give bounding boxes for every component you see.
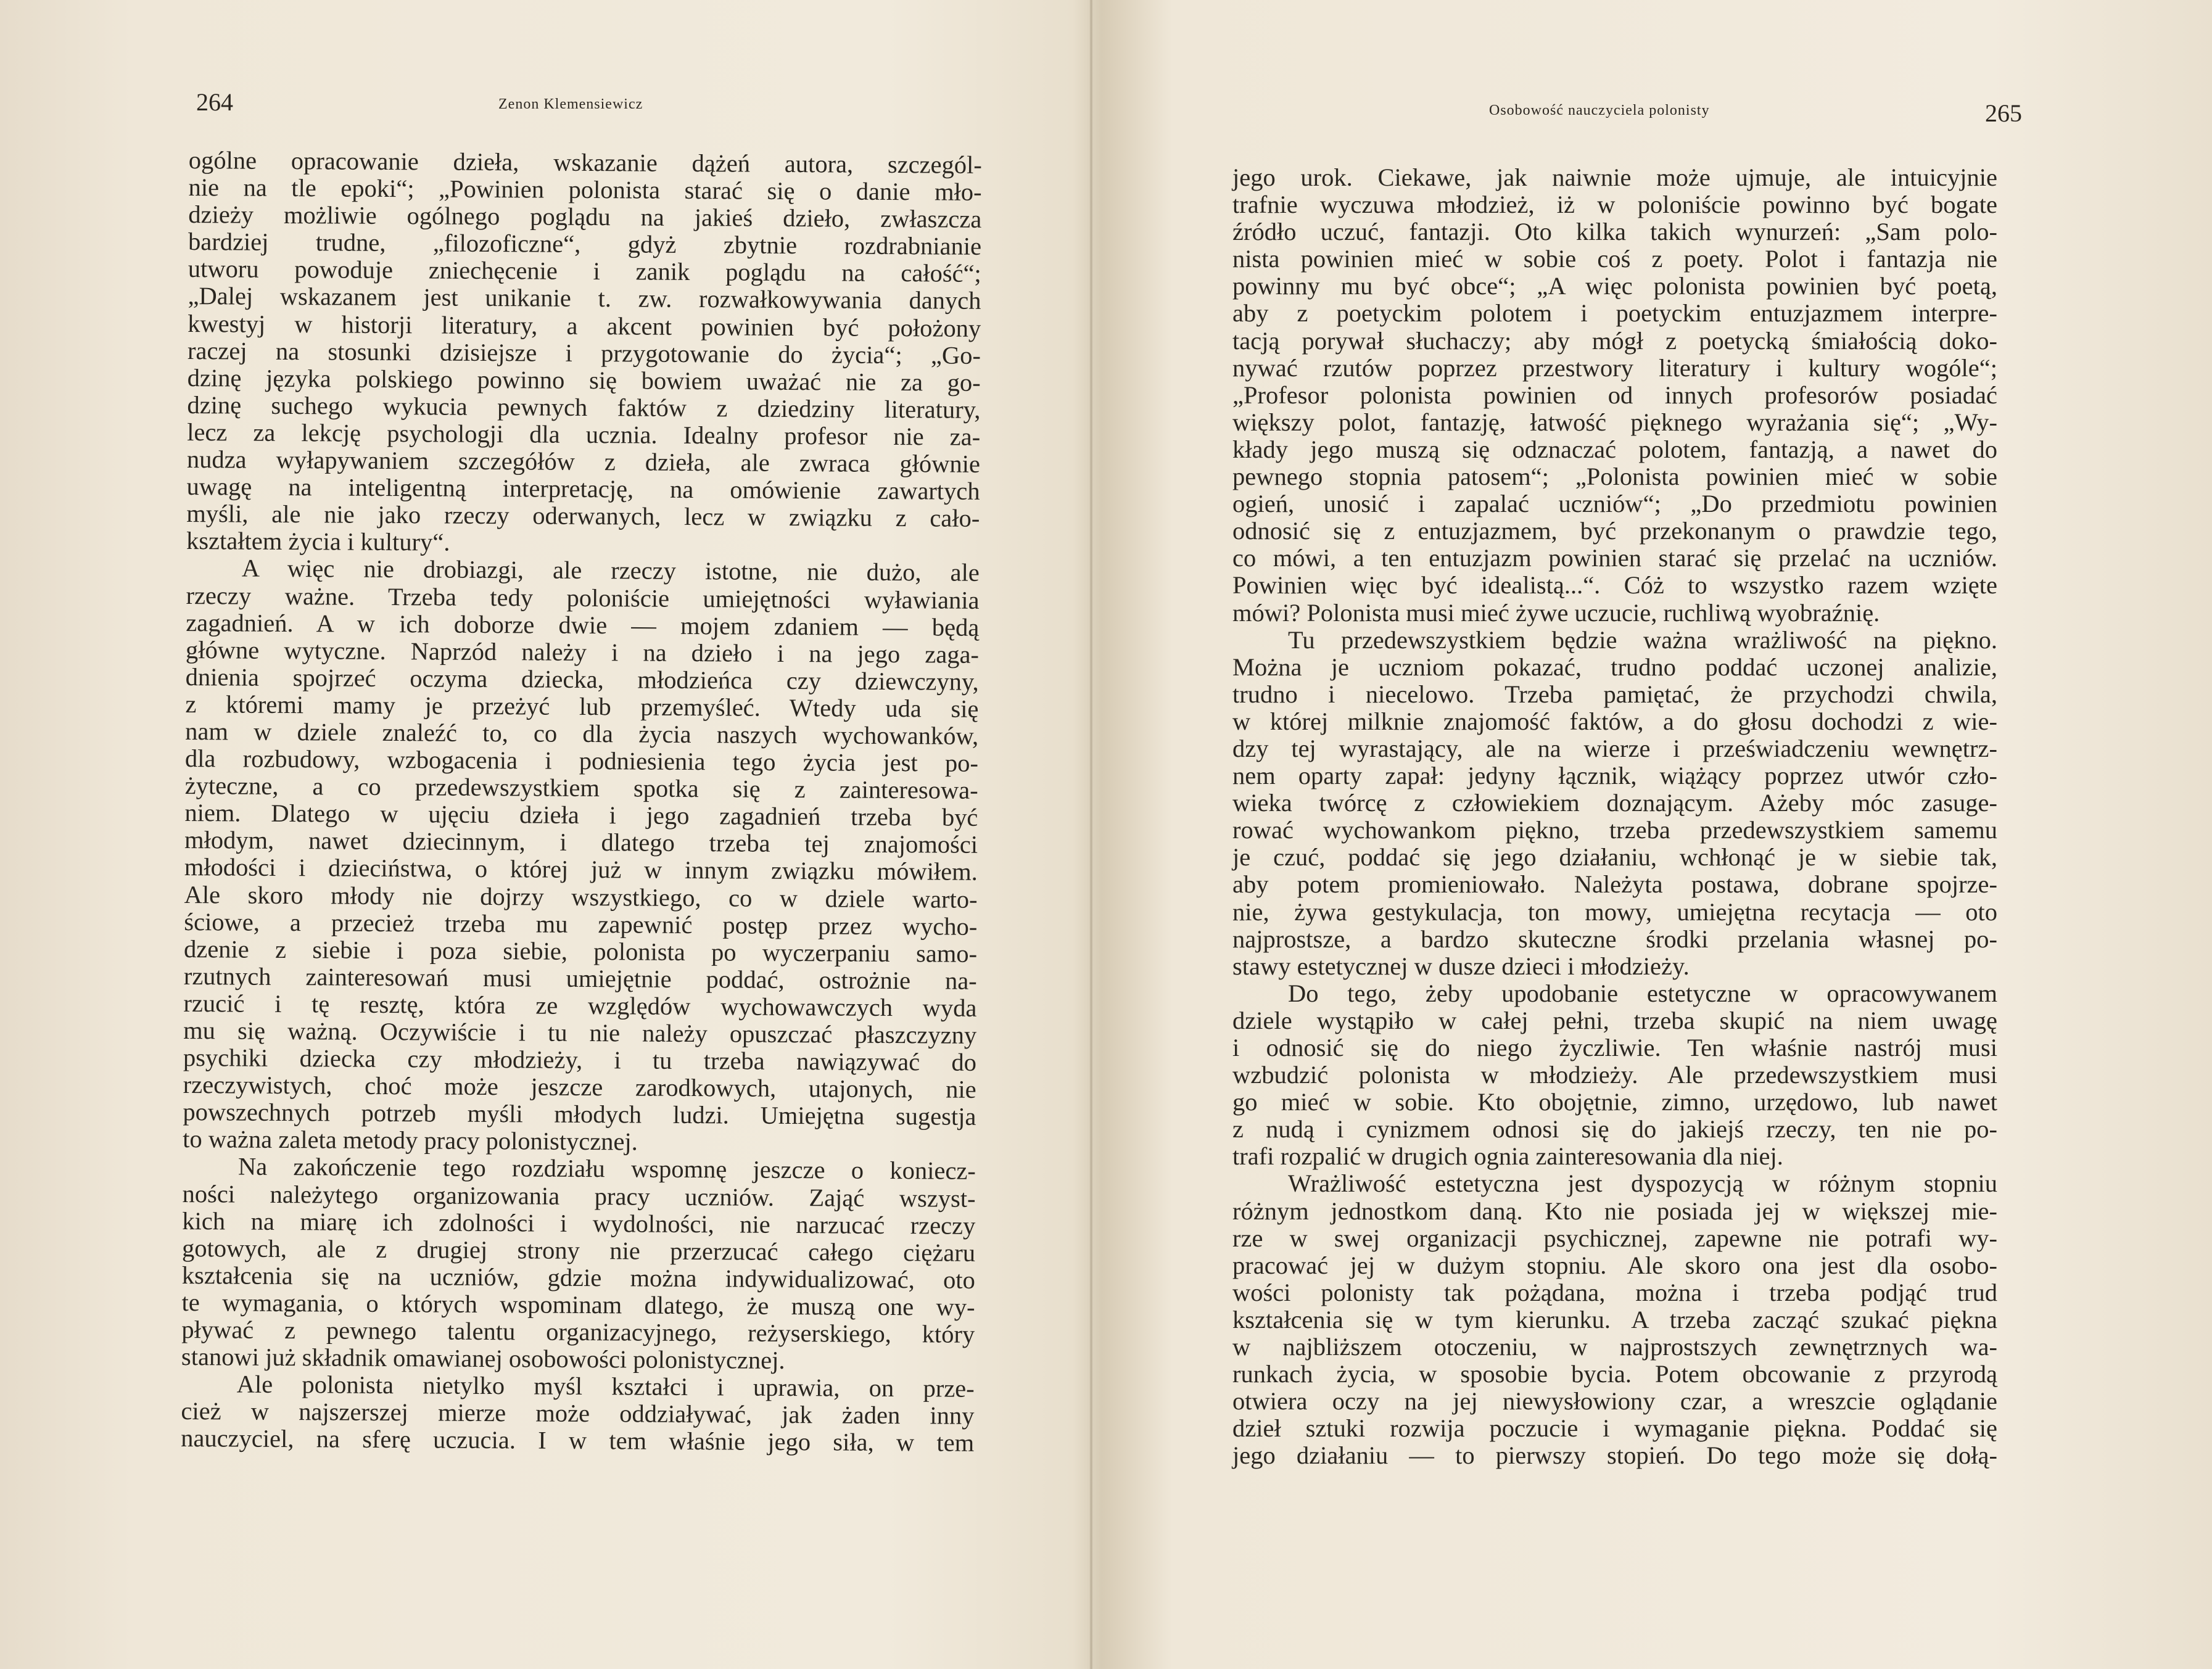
text-line: ogólne opracowanie dzieła, wskazanie dążeń autora, szczegól- bbox=[188, 146, 982, 179]
right-page bbox=[1110, 0, 2212, 1669]
text-line: ogień, unosić i zapalać uczniów“; „Do przedmiotu powinien bbox=[1232, 490, 1997, 518]
text-line: mu się ważną. Oczywiście i tu nie należy opuszczać płaszczyzny bbox=[183, 1016, 977, 1049]
text-line: to ważna zaleta metody pracy polonistycznej. bbox=[183, 1125, 638, 1156]
text-line: wzbudzić polonista w młodzieży. Ale przedewszystkiem musi bbox=[1232, 1061, 1997, 1089]
text-line: różnym jednostkom daną. Kto nie posiada jej w większej mie- bbox=[1232, 1197, 1997, 1225]
text-line: Powinien więc być idealistą...“. Cóż to wszystko razem wzięte bbox=[1232, 571, 1997, 600]
text-line: dziele wystąpiło w całej pełni, trzeba skupić na niem uwagę bbox=[1232, 1006, 1997, 1034]
text-line: aby potem promieniowało. Należyta postawa, dobrane spojrze- bbox=[1232, 870, 1997, 899]
text-line: psychiki dziecka czy młodzieży, i tu trzeba nawiązywać do bbox=[183, 1044, 977, 1076]
text-line: go mieć w sobie. Kto obojętnie, zimno, urzędowo, lub nawet bbox=[1232, 1088, 1997, 1116]
text-line: nista powinien mieć w sobie coś z poety. Polot i fantazja nie bbox=[1232, 245, 1997, 273]
text-line: rzeczywistych, choć może jeszcze zarodkowych, utajonych, nie bbox=[183, 1071, 976, 1104]
text-line: kształcenia się w tym kierunku. A trzeba zacząć szukać piękna bbox=[1232, 1305, 1997, 1333]
text-line: nudza wyłapywaniem szczegółów z dzieła, ale zwraca głównie bbox=[186, 445, 981, 478]
text-line: nie, żywa gestykulacja, ton mowy, umiejętna recytacja — oto bbox=[1232, 897, 1997, 926]
text-line: kształtem życia i kultury“. bbox=[186, 527, 450, 556]
text-line: w której milknie znajomość faktów, a do głosu dochodzi z wie- bbox=[1232, 707, 1997, 735]
text-line: dzy tej wyrastający, ale na wierze i przeświadczeniu wewnętrz- bbox=[1232, 734, 1997, 762]
text-line: odnosić się z entuzjazmem, być przekonanym o prawdzie tego, bbox=[1232, 517, 1997, 545]
text-line: z nudą i cynizmem odnosi się do jakiejś rzeczy, ten nie po- bbox=[1232, 1115, 1997, 1144]
text-line: gotowych, ale z drugiej strony nie przerzucać całego ciężaru bbox=[181, 1234, 976, 1267]
text-line: kształcenia się na uczniów, gdzie można indywidualizować, oto bbox=[181, 1261, 975, 1294]
text-line: młodości i dzieciństwa, o której już w innym związku mówiłem. bbox=[184, 853, 978, 886]
text-line: uwagę na inteligentną interpretację, na omówienie zawartych bbox=[186, 472, 980, 505]
text-line: stanowi już składnik omawianej osobowości polonistycznej. bbox=[181, 1343, 785, 1375]
page-number: 265 bbox=[1985, 99, 2022, 127]
text-line: lecz za lekcję psychologji dla ucznia. Idealny profesor nie za- bbox=[187, 418, 981, 451]
text-line: nie na tle epoki“; „Powinien polonista starać się o danie mło- bbox=[188, 173, 982, 206]
text-line: ności należytego organizowania pracy uczniów. Zająć wszyst- bbox=[182, 1179, 976, 1213]
text-line: Można je uczniom pokazać, trudno poddać uczonej analizie, bbox=[1232, 653, 1997, 681]
text-line: cież w najszerszej mierze może oddziaływać, jak żaden inny bbox=[181, 1397, 975, 1430]
text-line: najprostsze, a bardzo skuteczne środki przelania własnej po- bbox=[1232, 925, 1997, 953]
body-text bbox=[181, 147, 982, 1457]
text-line: niem. Dlatego w ujęciu dzieła i jego zagadnień trzeba być bbox=[184, 799, 978, 832]
text-line: kwestyj w historji literatury, a akcent powinien być położony bbox=[188, 309, 981, 342]
left-page bbox=[0, 0, 1098, 1669]
text-line: rzutnych zainteresowań musi umiejętnie poddać, ostrożnie na- bbox=[183, 962, 977, 995]
text-line: większy polot, fantazję, łatwość pięknego wyrażania się“; „Wy- bbox=[1232, 408, 1997, 436]
text-line: Do tego, żeby upodobanie estetyczne w opracowywanem bbox=[1288, 979, 1997, 1007]
text-line: trudno i niecelowo. Trzeba pamiętać, że przychodzi chwila, bbox=[1232, 680, 1997, 708]
text-line: trafnie wyczuwa młodzież, iż w poloniście powinno być bogate bbox=[1232, 191, 1997, 219]
text-line: „Dalej wskazanem jest unikanie t. zw. rozwałkowywania danych bbox=[188, 282, 981, 315]
text-line: Ale skoro młody nie dojrzy wszystkiego, co w dziele warto- bbox=[184, 880, 978, 913]
text-line: kich na miarę ich zdolności i wydolności, nie narzucać rzeczy bbox=[182, 1206, 976, 1240]
text-line: stawy estetycznej w dusze dzieci i młodzieży. bbox=[1232, 952, 1690, 980]
text-line: główne wytyczne. Naprzód należy i na dzieło i na jego zaga- bbox=[185, 635, 980, 669]
text-line: tacją porywał słuchaczy; aby mógł z poetycką śmiałością doko- bbox=[1232, 326, 1997, 355]
text-line: powinny mu być obce“; „A więc polonista powinien być poetą, bbox=[1232, 272, 1997, 300]
text-line: co mówi, a ten entuzjazm powinien starać się przelać na uczniów. bbox=[1232, 544, 1997, 572]
text-line: dzenie z siebie i poza siebie, polonista po wyczerpaniu samo- bbox=[183, 934, 978, 968]
running-head: Osobowość nauczyciela polonisty bbox=[1489, 102, 1710, 118]
text-line: Ale polonista nietylko myśl kształci i uprawia, on prze- bbox=[236, 1370, 975, 1403]
text-line: dzinę suchego wykucia pewnych faktów z dziedziny literatury, bbox=[187, 390, 981, 424]
text-line: dnienia spojrzeć oczyma dziecka, młodzieńca czy dziewczyny, bbox=[185, 662, 979, 696]
text-line: rować wychowankom piękno, trzeba przedewszystkiem samemu bbox=[1232, 816, 1997, 844]
text-line: wieka twórcę z człowiekiem doznającym. Ażeby móc zasuge- bbox=[1232, 789, 1997, 817]
text-line: jego działaniu — to pierwszy stopień. Do tego może się dołą- bbox=[1232, 1441, 1997, 1470]
text-line: dla rozbudowy, wzbogacenia i podniesienia tego życia jest po- bbox=[184, 744, 979, 777]
text-line: żyteczne, a co przedewszystkiem spotka się z zainteresowa- bbox=[184, 772, 978, 804]
text-line: młodym, nawet dziecinnym, i dlatego trzeba tej znajomości bbox=[184, 826, 978, 859]
text-line: powszechnych potrzeb myśli młodych ludzi. Umiejętna sugestja bbox=[183, 1098, 976, 1131]
text-line: pewnego stopnia patosem“; „Polonista powinien mieć w sobie bbox=[1232, 463, 1997, 491]
text-line: rzeczy ważne. Trzeba tedy poloniście umiejętności wyławiania bbox=[186, 581, 980, 614]
text-line: dzinę języka polskiego powinno się bowiem uważać nie za go- bbox=[187, 363, 981, 397]
text-line: ściowe, a przecież trzeba mu zapewnić postęp przez wycho- bbox=[184, 907, 978, 941]
text-line: i odnosić się do niego życzliwie. Ten właśnie nastrój musi bbox=[1232, 1034, 1997, 1061]
text-line: kłady jego muszą się odznaczać polotem, fantazją, a nawet do bbox=[1232, 435, 1997, 463]
text-line: rze w swej organizacji psychicznej, zapewne nie potrafi wy- bbox=[1232, 1224, 1997, 1252]
text-line: Na zakończenie tego rozdziału wspomnę jeszcze o koniecz- bbox=[237, 1152, 976, 1185]
text-line: pracować jej w dużym stopniu. Ale skoro ona jest dla osobo- bbox=[1232, 1251, 1997, 1279]
text-line: mówi? Polonista musi mieć żywe uczucie, ruchliwą wyobraźnię. bbox=[1232, 598, 1880, 627]
text-line: otwiera oczy na jej niewysłowiony czar, a wreszcie oglądanie bbox=[1232, 1387, 1997, 1416]
running-head: Zenon Klemensiewicz bbox=[498, 96, 643, 112]
text-line: dzieł sztuki rozwija poczucie i wymaganie piękna. Poddać się bbox=[1232, 1414, 1997, 1443]
text-line: źródło uczuć, fantazji. Oto kilka takich wynurzeń: „Sam polo- bbox=[1232, 218, 1997, 246]
text-line: z któremi mamy je przeżyć lub przemyśleć. Wtedy uda się bbox=[185, 690, 979, 723]
text-line: nywać rzutów poprzez przestwory literatury i kultury wogóle“; bbox=[1232, 353, 1997, 382]
text-line: raczej na stosunki dzisiejsze i przygotowanie do życia“; „Go- bbox=[187, 336, 981, 369]
text-line: w najbliższem otoczeniu, w najprostszych zewnętrznych wa- bbox=[1232, 1333, 1997, 1361]
text-line: nem oparty zapał: jedyny łącznik, wiążący poprzez utwór czło- bbox=[1232, 762, 1997, 790]
text-line: te wymagania, o których wspominam dlatego, że muszą one wy- bbox=[181, 1288, 975, 1321]
text-line: zagadnień. A w ich doborze dwie — mojem zdaniem — będą bbox=[186, 608, 980, 641]
text-line: dzieży możliwie ogólnego poglądu na jakieś dzieło, zwłaszcza bbox=[188, 200, 982, 234]
text-line: wości polonisty tak pożądana, można i trzeba podjąć trud bbox=[1232, 1278, 1997, 1306]
text-line: aby z poetyckim polotem i poetyckim entuzjazmem interpre- bbox=[1232, 299, 1997, 328]
text-line: Tu przedewszystkiem będzie ważna wrażliwość na piękno. bbox=[1288, 625, 1997, 654]
text-line: nam w dziele znaleźć to, co dla życia naszych wychowanków, bbox=[185, 717, 979, 750]
page-number: 264 bbox=[196, 88, 233, 116]
text-line: utworu powoduje zniechęcenie i zanik poglądu na całość“; bbox=[188, 255, 981, 288]
text-line: nauczyciel, na sferę uczucia. I w tem właśnie jego siła, w tem bbox=[181, 1424, 975, 1457]
text-line: jego urok. Ciekawe, jak naiwnie może ujmuje, ale intuicyjnie bbox=[1232, 163, 1997, 191]
body-text bbox=[1232, 164, 1997, 1470]
text-line: je czuć, poddać się jego działaniu, wchłonąć je w siebie tak, bbox=[1232, 843, 1997, 872]
text-line: pływać z pewnego talentu organizacyjnego, reżyserskiego, który bbox=[181, 1315, 975, 1348]
text-line: bardziej trudne, „filozoficzne“, gdyż zbytnie rozdrabnianie bbox=[188, 228, 982, 261]
text-line: trafi rozpalić w drugich ognia zainteresowania dla niej. bbox=[1232, 1142, 1783, 1171]
text-line: myśli, ale nie jako rzeczy oderwanych, lecz w związku z cało- bbox=[186, 500, 980, 533]
text-line: A więc nie drobiazgi, ale rzeczy istotne, nie dużo, ale bbox=[241, 554, 980, 587]
text-line: „Profesor polonista powinien od innych profesorów posiadać bbox=[1232, 381, 1997, 409]
text-line: rzucić i tę resztę, która ze względów wychowawczych wyda bbox=[183, 989, 977, 1022]
text-line: Wrażliwość estetyczna jest dyspozycją w różnym stopniu bbox=[1288, 1169, 1997, 1198]
text-line: runkach życia, w sposobie bycia. Potem obcowanie z przyrodą bbox=[1232, 1360, 1997, 1388]
